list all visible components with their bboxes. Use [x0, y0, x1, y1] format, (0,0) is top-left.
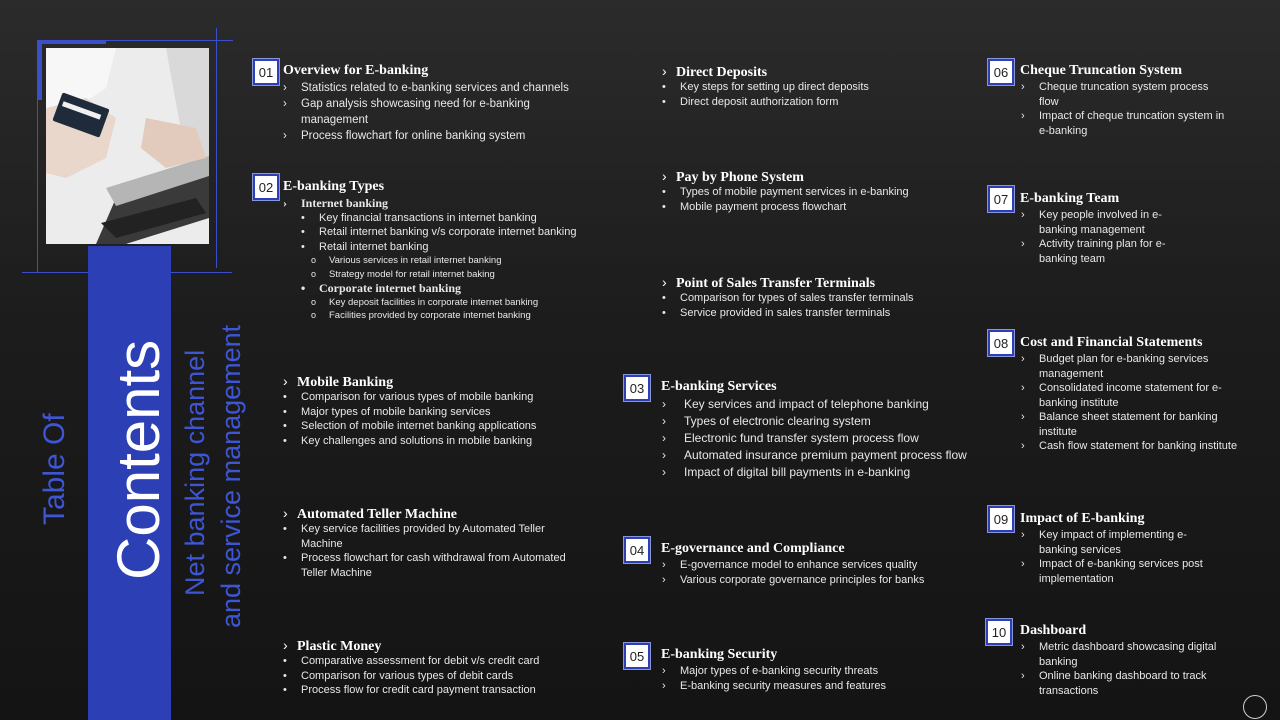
list-item: o Facilities provided by corporate internet banking: [281, 309, 611, 323]
title-table-of: Table Of: [38, 413, 71, 525]
list-item: • Selection of mobile internet banking applications: [281, 419, 601, 434]
list-item: › Budget plan for e-banking services management: [1019, 352, 1239, 381]
section-title-cost-financial: Cost and Financial Statements: [1020, 335, 1203, 350]
list-item: • Key steps for setting up direct deposits: [660, 80, 960, 95]
list-item: › Impact of digital bill payments in e-banking: [660, 464, 1000, 481]
section-list-plastic-money: [281, 654, 601, 698]
section-title-ebanking-team: E-banking Team: [1020, 191, 1120, 206]
section-number-03: 03: [624, 375, 650, 401]
accent-side: [38, 40, 42, 100]
circle-icon: [1243, 695, 1267, 719]
list-item: › Key people involved in e-banking management: [1019, 208, 1189, 237]
section-list-dashboard: [1019, 640, 1229, 698]
section-list-ebanking-services: [660, 396, 1000, 481]
list-item: • Key service facilities provided by Automated Teller Machine: [281, 522, 581, 551]
list-item: › Balance sheet statement for banking institute: [1019, 410, 1239, 439]
list-item: › Activity training plan for e-banking team: [1019, 237, 1189, 266]
section-list-impact: [1019, 528, 1219, 586]
list-item: • Mobile payment process flowchart: [660, 200, 960, 215]
list-item: › Internet banking: [281, 196, 611, 211]
list-item: • Direct deposit authorization form: [660, 95, 960, 110]
list-item: • Types of mobile payment services in e-banking: [660, 185, 960, 200]
title-contents: Contents: [105, 339, 172, 580]
section-list-cost-financial: [1019, 352, 1259, 454]
section-list-cheque-truncation: [1019, 80, 1229, 138]
section-title-overview: Overview for E-banking: [283, 63, 429, 78]
list-item: • Comparison for types of sales transfer terminals: [660, 291, 960, 306]
section-number-05: 05: [624, 643, 650, 669]
frame-line-right: [216, 28, 217, 268]
section-title-ebanking-services: E-banking Services: [661, 379, 777, 394]
list-item: › Electronic fund transfer system process flow: [660, 430, 1000, 447]
section-number-06: 06: [988, 59, 1014, 85]
list-item: › Online banking dashboard to track transactions: [1019, 669, 1229, 698]
section-list-ebanking-types: [281, 196, 611, 323]
list-item: › Process flowchart for online banking system: [281, 128, 601, 144]
section-title-dashboard: Dashboard: [1020, 623, 1087, 638]
list-item: › E-banking security measures and features: [660, 679, 960, 694]
section-title-ebanking-security: E-banking Security: [661, 647, 778, 662]
list-item: › E-governance model to enhance services quality: [660, 558, 960, 573]
list-item: › Cheque truncation system process flow: [1019, 80, 1229, 109]
section-number-09: 09: [988, 506, 1014, 532]
section-number-07: 07: [988, 186, 1014, 212]
list-item: › Consolidated income statement for e-banking institute: [1019, 381, 1239, 410]
list-item: › Cash flow statement for banking institute: [1019, 439, 1259, 454]
section-title-cheque-truncation: Cheque Truncation System: [1020, 63, 1183, 78]
section-title-ebanking-types: E-banking Types: [283, 179, 385, 194]
section-list-ebanking-team: [1019, 208, 1189, 266]
section-list-pos-terminals: [660, 291, 960, 320]
list-item: › Key impact of implementing e-banking services: [1019, 528, 1219, 557]
list-item: › Key services and impact of telephone banking: [660, 396, 1000, 413]
section-number-01: 01: [253, 59, 279, 85]
list-item: o Key deposit facilities in corporate internet banking: [281, 296, 611, 310]
list-item: • Key challenges and solutions in mobile banking: [281, 434, 601, 449]
list-item: › Statistics related to e-banking services and channels: [281, 80, 601, 96]
section-list-direct-deposits: [660, 80, 960, 109]
section-list-pay-by-phone: [660, 185, 960, 214]
subtitle-line-1: Net banking channel: [180, 349, 210, 596]
accent-bar: [38, 40, 106, 44]
section-list-mobile-banking: [281, 390, 601, 448]
section-title-impact: Impact of E-banking: [1020, 511, 1145, 526]
list-item: • Corporate internet banking: [281, 281, 611, 296]
list-item: o Strategy model for retail internet baking: [281, 268, 611, 282]
list-item: • Comparison for various types of mobile banking: [281, 390, 601, 405]
section-title-plastic-money: › Plastic Money: [283, 637, 382, 654]
hand-card-laptop-illustration: [46, 48, 209, 244]
list-item: • Service provided in sales transfer terminals: [660, 306, 960, 321]
list-item: › Major types of e-banking security threats: [660, 664, 960, 679]
section-list-atm: [281, 522, 581, 580]
list-item: • Process flowchart for cash withdrawal from Automated Teller Machine: [281, 551, 581, 580]
section-title-pos-terminals: › Point of Sales Transfer Terminals: [662, 274, 876, 291]
section-title-direct-deposits: › Direct Deposits: [662, 63, 768, 80]
section-list-ebanking-security: [660, 664, 960, 693]
section-title-egovernance: E-governance and Compliance: [661, 541, 845, 556]
section-title-pay-by-phone: › Pay by Phone System: [662, 168, 804, 185]
list-item: • Key financial transactions in internet banking: [281, 211, 611, 226]
subtitle-line-2: and service management: [216, 324, 246, 628]
list-item: • Retail internet banking: [281, 240, 611, 255]
list-item: o Various services in retail internet banking: [281, 254, 611, 268]
section-list-overview: [281, 80, 601, 144]
section-list-egovernance: [660, 558, 960, 587]
list-item: › Gap analysis showcasing need for e-banking management: [281, 96, 551, 128]
list-item: › Various corporate governance principles for banks: [660, 573, 960, 588]
list-item: › Automated insurance premium payment process flow: [660, 447, 1000, 464]
list-item: • Major types of mobile banking services: [281, 405, 601, 420]
list-item: • Process flow for credit card payment transaction: [281, 683, 601, 698]
list-item: • Comparative assessment for debit v/s credit card: [281, 654, 601, 669]
section-title-mobile-banking: › Mobile Banking: [283, 373, 394, 390]
section-number-02: 02: [253, 174, 279, 200]
list-item: • Retail internet banking v/s corporate internet banking: [281, 225, 611, 240]
list-item: › Metric dashboard showcasing digital banking: [1019, 640, 1229, 669]
section-number-10: 10: [986, 619, 1012, 645]
list-item: › Types of electronic clearing system: [660, 413, 1000, 430]
section-number-08: 08: [988, 330, 1014, 356]
section-title-atm: › Automated Teller Machine: [283, 505, 457, 522]
list-item: › Impact of e-banking services post implementation: [1019, 557, 1219, 586]
section-number-04: 04: [624, 537, 650, 563]
banking-photo: [46, 48, 209, 244]
list-item: • Comparison for various types of debit cards: [281, 669, 601, 684]
list-item: › Impact of cheque truncation system in e-banking: [1019, 109, 1229, 138]
